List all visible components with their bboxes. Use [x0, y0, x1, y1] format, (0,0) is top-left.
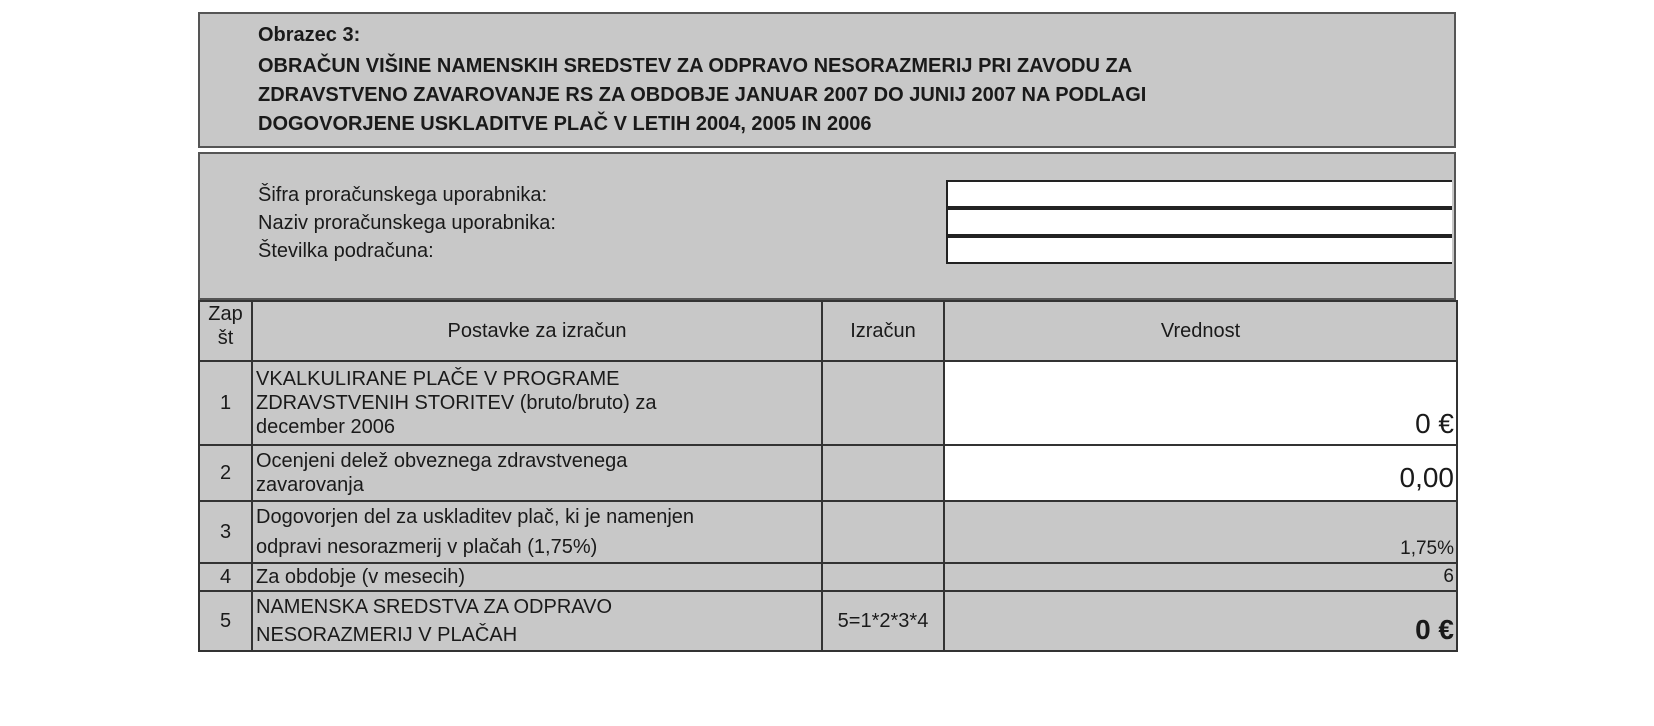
row-number: 3	[199, 501, 252, 563]
form-title-line: DOGOVORJENE USKLADITVE PLAČ V LETIH 2004, 2005 IN 2006	[258, 113, 872, 135]
table-row	[199, 361, 1457, 445]
table-row	[199, 591, 1457, 651]
form-title	[258, 52, 1378, 139]
value-input-delez[interactable]: 0,00	[944, 445, 1457, 501]
table-row	[199, 563, 1457, 591]
table-header-row	[199, 301, 1457, 361]
row-number: 1	[199, 361, 252, 445]
info-label-sifra: Šifra proračunskega uporabnika:	[258, 184, 548, 206]
row-calc	[822, 445, 944, 501]
form-number: Obrazec 3:	[258, 24, 361, 46]
stevilka-input[interactable]	[946, 236, 1452, 264]
header-vrednost: Vrednost	[944, 301, 1457, 361]
row-name-line: odpravi nesorazmerij v plačah (1,75%)	[256, 536, 598, 558]
row-name-line: zavarovanja	[256, 474, 364, 496]
sifra-input[interactable]	[946, 180, 1452, 208]
row-calc: 5=1*2*3*4	[822, 591, 944, 651]
row-number: 5	[199, 591, 252, 651]
form-title-line: OBRAČUN VIŠINE NAMENSKIH SREDSTEV ZA ODPRAVO NESORAZMERIJ PRI ZAVODU ZA	[258, 55, 1133, 77]
value-months: 6	[944, 563, 1457, 591]
header-zap-st	[199, 301, 252, 361]
row-calc	[822, 361, 944, 445]
header-zap: Zap	[208, 303, 243, 325]
form-title-line: ZDRAVSTVENO ZAVAROVANJE RS ZA OBDOBJE JANUAR 2007 DO JUNIJ 2007 NA PODLAGI	[258, 84, 1147, 106]
row-number: 2	[199, 445, 252, 501]
table-row	[199, 501, 1457, 563]
row-name-line: VKALKULIRANE PLAČE V PROGRAME	[256, 368, 620, 390]
row-name-line: Dogovorjen del za uskladitev plač, ki je namenjen	[256, 506, 695, 528]
row-name-line: december 2006	[256, 416, 395, 438]
table-row	[199, 445, 1457, 501]
row-name-line: ZDRAVSTVENIH STORITEV (bruto/bruto) za	[256, 392, 657, 414]
row-name	[252, 563, 822, 591]
calculation-table	[198, 300, 1458, 652]
header-st: št	[217, 327, 234, 349]
value-percent: 1,75%	[944, 501, 1457, 563]
header-postavke: Postavke za izračun	[252, 301, 822, 361]
row-name	[252, 361, 822, 445]
form-header	[198, 12, 1456, 148]
header-izracun: Izračun	[822, 301, 944, 361]
row-name-line: Ocenjeni delež obveznega zdravstvenega	[256, 450, 628, 472]
row-calc	[822, 501, 944, 563]
naziv-input[interactable]	[946, 208, 1452, 236]
row-name-line: NAMENSKA SREDSTVA ZA ODPRAVO	[256, 596, 613, 618]
row-calc	[822, 563, 944, 591]
form	[198, 12, 1456, 652]
info-section	[198, 152, 1456, 300]
value-input-place[interactable]: 0 €	[944, 361, 1457, 445]
row-name	[252, 501, 822, 563]
row-name	[252, 591, 822, 651]
row-name	[252, 445, 822, 501]
row-name-line: NESORAZMERIJ V PLAČAH	[256, 624, 518, 646]
row-name-line: Za obdobje (v mesecih)	[256, 566, 465, 588]
info-label-naziv: Naziv proračunskega uporabnika:	[258, 212, 556, 234]
info-label-stevilka: Številka podračuna:	[258, 240, 434, 262]
row-number: 4	[199, 563, 252, 591]
value-total: 0 €	[944, 591, 1457, 651]
